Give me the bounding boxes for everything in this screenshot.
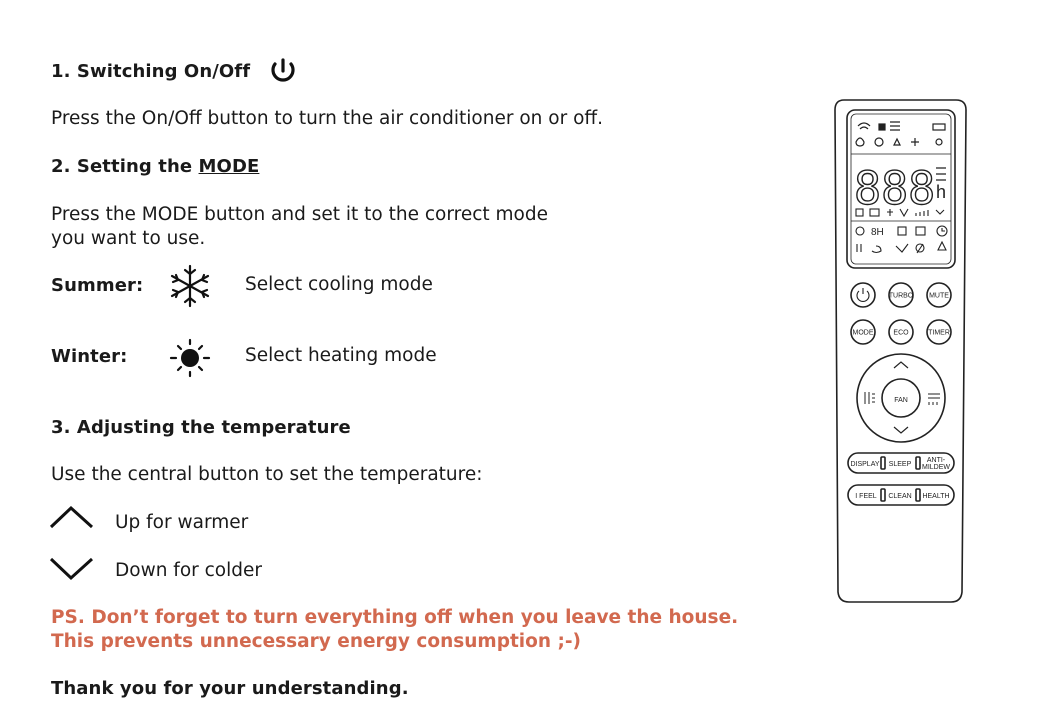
summer-text: Select cooling mode — [245, 274, 433, 295]
snowflake-icon — [166, 263, 214, 309]
winter-label: Winter: — [51, 346, 128, 367]
screen-digits: 888 — [854, 162, 936, 215]
svg-text:TIMER: TIMER — [928, 329, 950, 337]
chevron-down-icon — [49, 556, 95, 582]
down-text: Down for colder — [115, 560, 262, 581]
section3-body: Use the central button to set the temperature: — [51, 464, 483, 485]
summer-label: Summer: — [51, 275, 144, 296]
mode-link[interactable]: MODE — [198, 156, 260, 177]
svg-text:FAN: FAN — [894, 397, 908, 404]
section2-body-line2: you want to use. — [51, 228, 206, 249]
svg-text:HEALTH: HEALTH — [922, 493, 950, 500]
section1-body: Press the On/Off button to turn the air conditioner on or off. — [51, 108, 604, 129]
svg-text:MILDEW: MILDEW — [922, 464, 950, 471]
chevron-up-icon — [49, 504, 95, 530]
thank-you: Thank you for your understanding. — [51, 678, 409, 699]
section2-body-line1: Press the MODE button and set it to the correct mode — [51, 204, 548, 225]
note-line2: This prevents unnecessary energy consumption ;-) — [51, 631, 581, 652]
remote-control — [832, 96, 972, 608]
note-line1: PS. Don’t forget to turn everything off when you leave the house. — [51, 607, 739, 628]
svg-text:TURBO: TURBO — [888, 292, 914, 300]
svg-text:DISPLAY: DISPLAY — [850, 461, 880, 468]
sun-icon — [168, 338, 212, 378]
section2-title-prefix: 2. Setting the — [51, 156, 199, 177]
section1-title: 1. Switching On/Off — [51, 61, 251, 82]
svg-text:MODE: MODE — [852, 329, 874, 337]
power-icon — [268, 58, 298, 86]
winter-text: Select heating mode — [245, 345, 437, 366]
section2-title — [51, 156, 259, 177]
svg-text:SLEEP: SLEEP — [888, 461, 912, 468]
up-text: Up for warmer — [115, 512, 249, 533]
svg-text:CLEAN: CLEAN — [888, 493, 912, 500]
screen-8h: 8H — [871, 227, 884, 238]
section3-title: 3. Adjusting the temperature — [51, 417, 351, 438]
svg-text:ECO: ECO — [893, 329, 909, 337]
svg-text:I FEEL: I FEEL — [855, 493, 877, 500]
svg-text:MUTE: MUTE — [929, 292, 949, 300]
svg-text:ANTI-: ANTI- — [926, 457, 946, 464]
screen-unit: h — [936, 182, 947, 202]
